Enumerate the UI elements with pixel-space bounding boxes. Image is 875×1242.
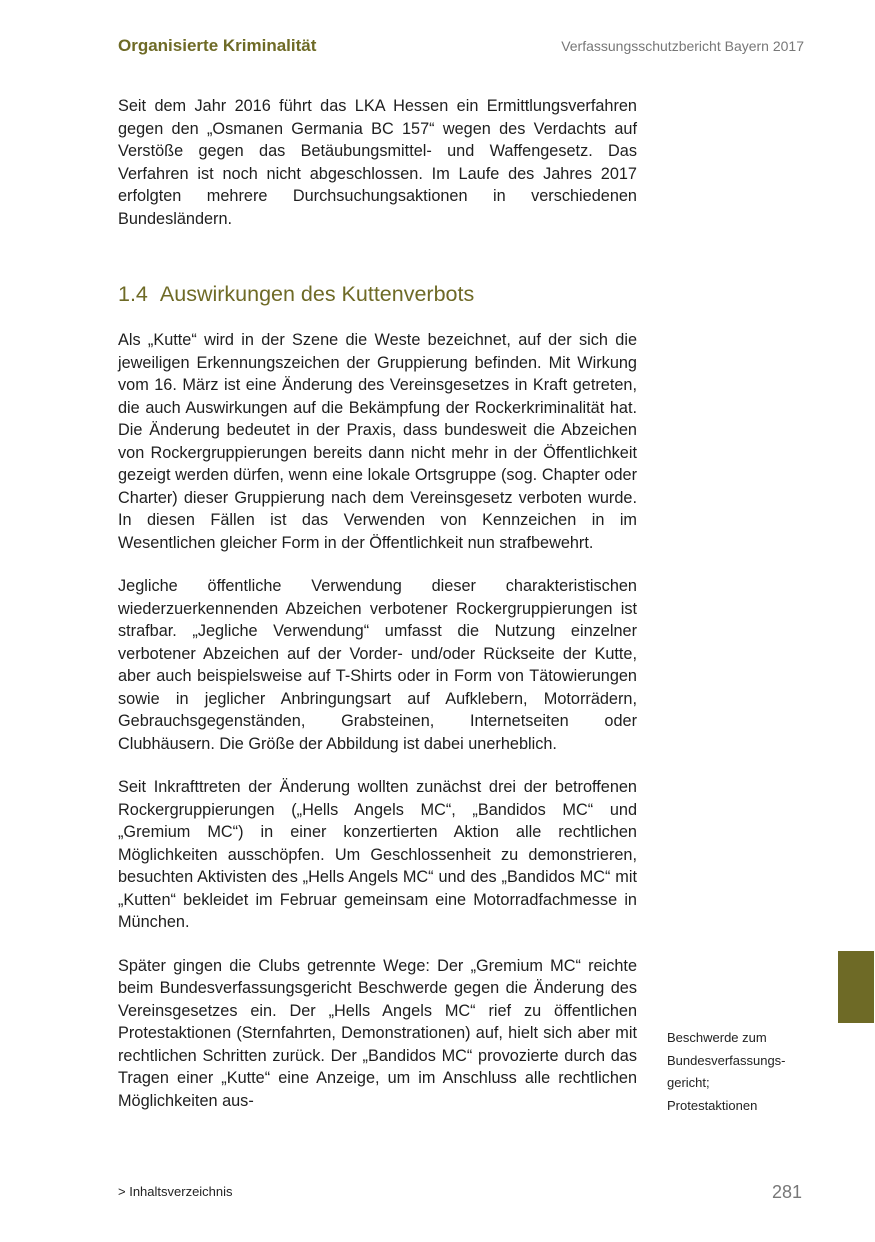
margin-note-line: Bundesverfassungs- (667, 1052, 786, 1068)
body-paragraph: Seit Inkrafttreten der Änderung wollten zunächst drei der betroffenen Rockergruppierungen („Hells Angels MC“, „Bandidos MC“ und „Gremium MC“) in einer konzertierten Aktion alle rechtlichen Möglichkeiten ausschöpfen. Um Geschlossenheit zu demonstrieren, besuchten Aktivisten des „Hells Angels MC“ und des „Bandidos MC“ mit „Kutten“ bekleidet im Februar gemeinsam eine Motorradfachmesse in München. (118, 778, 637, 931)
section-heading (118, 282, 637, 307)
body-paragraph: Später gingen die Clubs getrennte Wege: Der „Gremium MC“ reichte beim Bundesverfassungsgericht Beschwerde gegen die Änderung des Vereinsgesetzes ein. Der „Hells Angels MC“ rief zu öffentlichen Protestaktionen (Sternfahrten, Demonstrationen) auf, hielt sich aber mit rechtlichen Schritten zurück. Der „Bandidos MC“ provozierte durch das Tragen einer „Kutte“ eine Anzeige, um im Anschluss alle rechtlichen Möglichkeiten aus- (118, 956, 637, 1110)
section-title: Organisierte Kriminalität (118, 36, 317, 55)
body-paragraph: Als „Kutte“ wird in der Szene die Weste bezeichnet, auf der sich die jeweiligen Erkennungszeichen der Gruppierung befinden. Mit Wirkung vom 16. März ist eine Änderung des Vereinsgesetzes in Kraft getreten, die auch Auswirkungen auf die Bekämpfung der Rockerkriminalität hat. Die Änderung bedeutet in der Praxis, dass bundesweit die Abzeichen von Rockergruppierungen bereits dann nicht mehr in der Öffentlichkeit gezeigt werden dürfen, wenn eine lokale Ortsgruppe (sog. Chapter oder Charter) dieser Gruppierung nach dem Vereinsgesetz verboten wurde. In diesen Fällen ist das Verwenden von Kennzeichen in im Wesentlichen gleicher Form in der Öffentlichkeit nun strafbewehrt. (118, 331, 637, 552)
margin-note-line: gericht; (667, 1075, 710, 1090)
margin-note (667, 1027, 817, 1117)
chapter-tab-marker (838, 951, 874, 1023)
margin-note-line: Beschwerde zum (667, 1030, 767, 1045)
report-title: Verfassungsschutzbericht Bayern 2017 (561, 38, 804, 54)
margin-note-line: Protestaktionen (667, 1097, 758, 1113)
body-paragraph: Jegliche öffentliche Verwendung dieser charakteristischen wiederzuerkennenden Abzeichen verbotener Rockergruppierungen ist strafbar. „Jegliche Verwendung“ umfasst die Nutzung einzelner verbotener Abzeichen auf der Vorder- und/oder Rückseite der Kutte, aber auch beispielsweise auf T-Shirts oder in Form von Tätowierungen sowie in jeglicher Anbringungsart auf Aufklebern, Motorrädern, Gebrauchsgegenständen, Grabsteinen, Internetseiten oder Clubhäusern. Die Größe der Abbildung ist dabei unerheblich. (118, 577, 637, 753)
toc-link[interactable]: > Inhaltsverzeichnis (118, 1184, 233, 1199)
page-number: 281 (771, 1182, 802, 1202)
main-content (118, 95, 637, 1133)
section-number: 1.4 (118, 282, 148, 306)
section-heading-text: Auswirkungen des Kuttenverbots (159, 282, 475, 306)
intro-paragraph: Seit dem Jahr 2016 führt das LKA Hessen ein Ermittlungsverfahren gegen den „Osmanen Germania BC 157“ wegen des Verdachts auf Verstöße gegen das Betäubungsmittel- und Waffengesetz. Das Verfahren ist noch nicht abgeschlossen. Im Laufe des Jahres 2017 erfolgten mehrere Durchsuchungsaktionen in verschiedenen Bundesländern. (118, 97, 637, 228)
